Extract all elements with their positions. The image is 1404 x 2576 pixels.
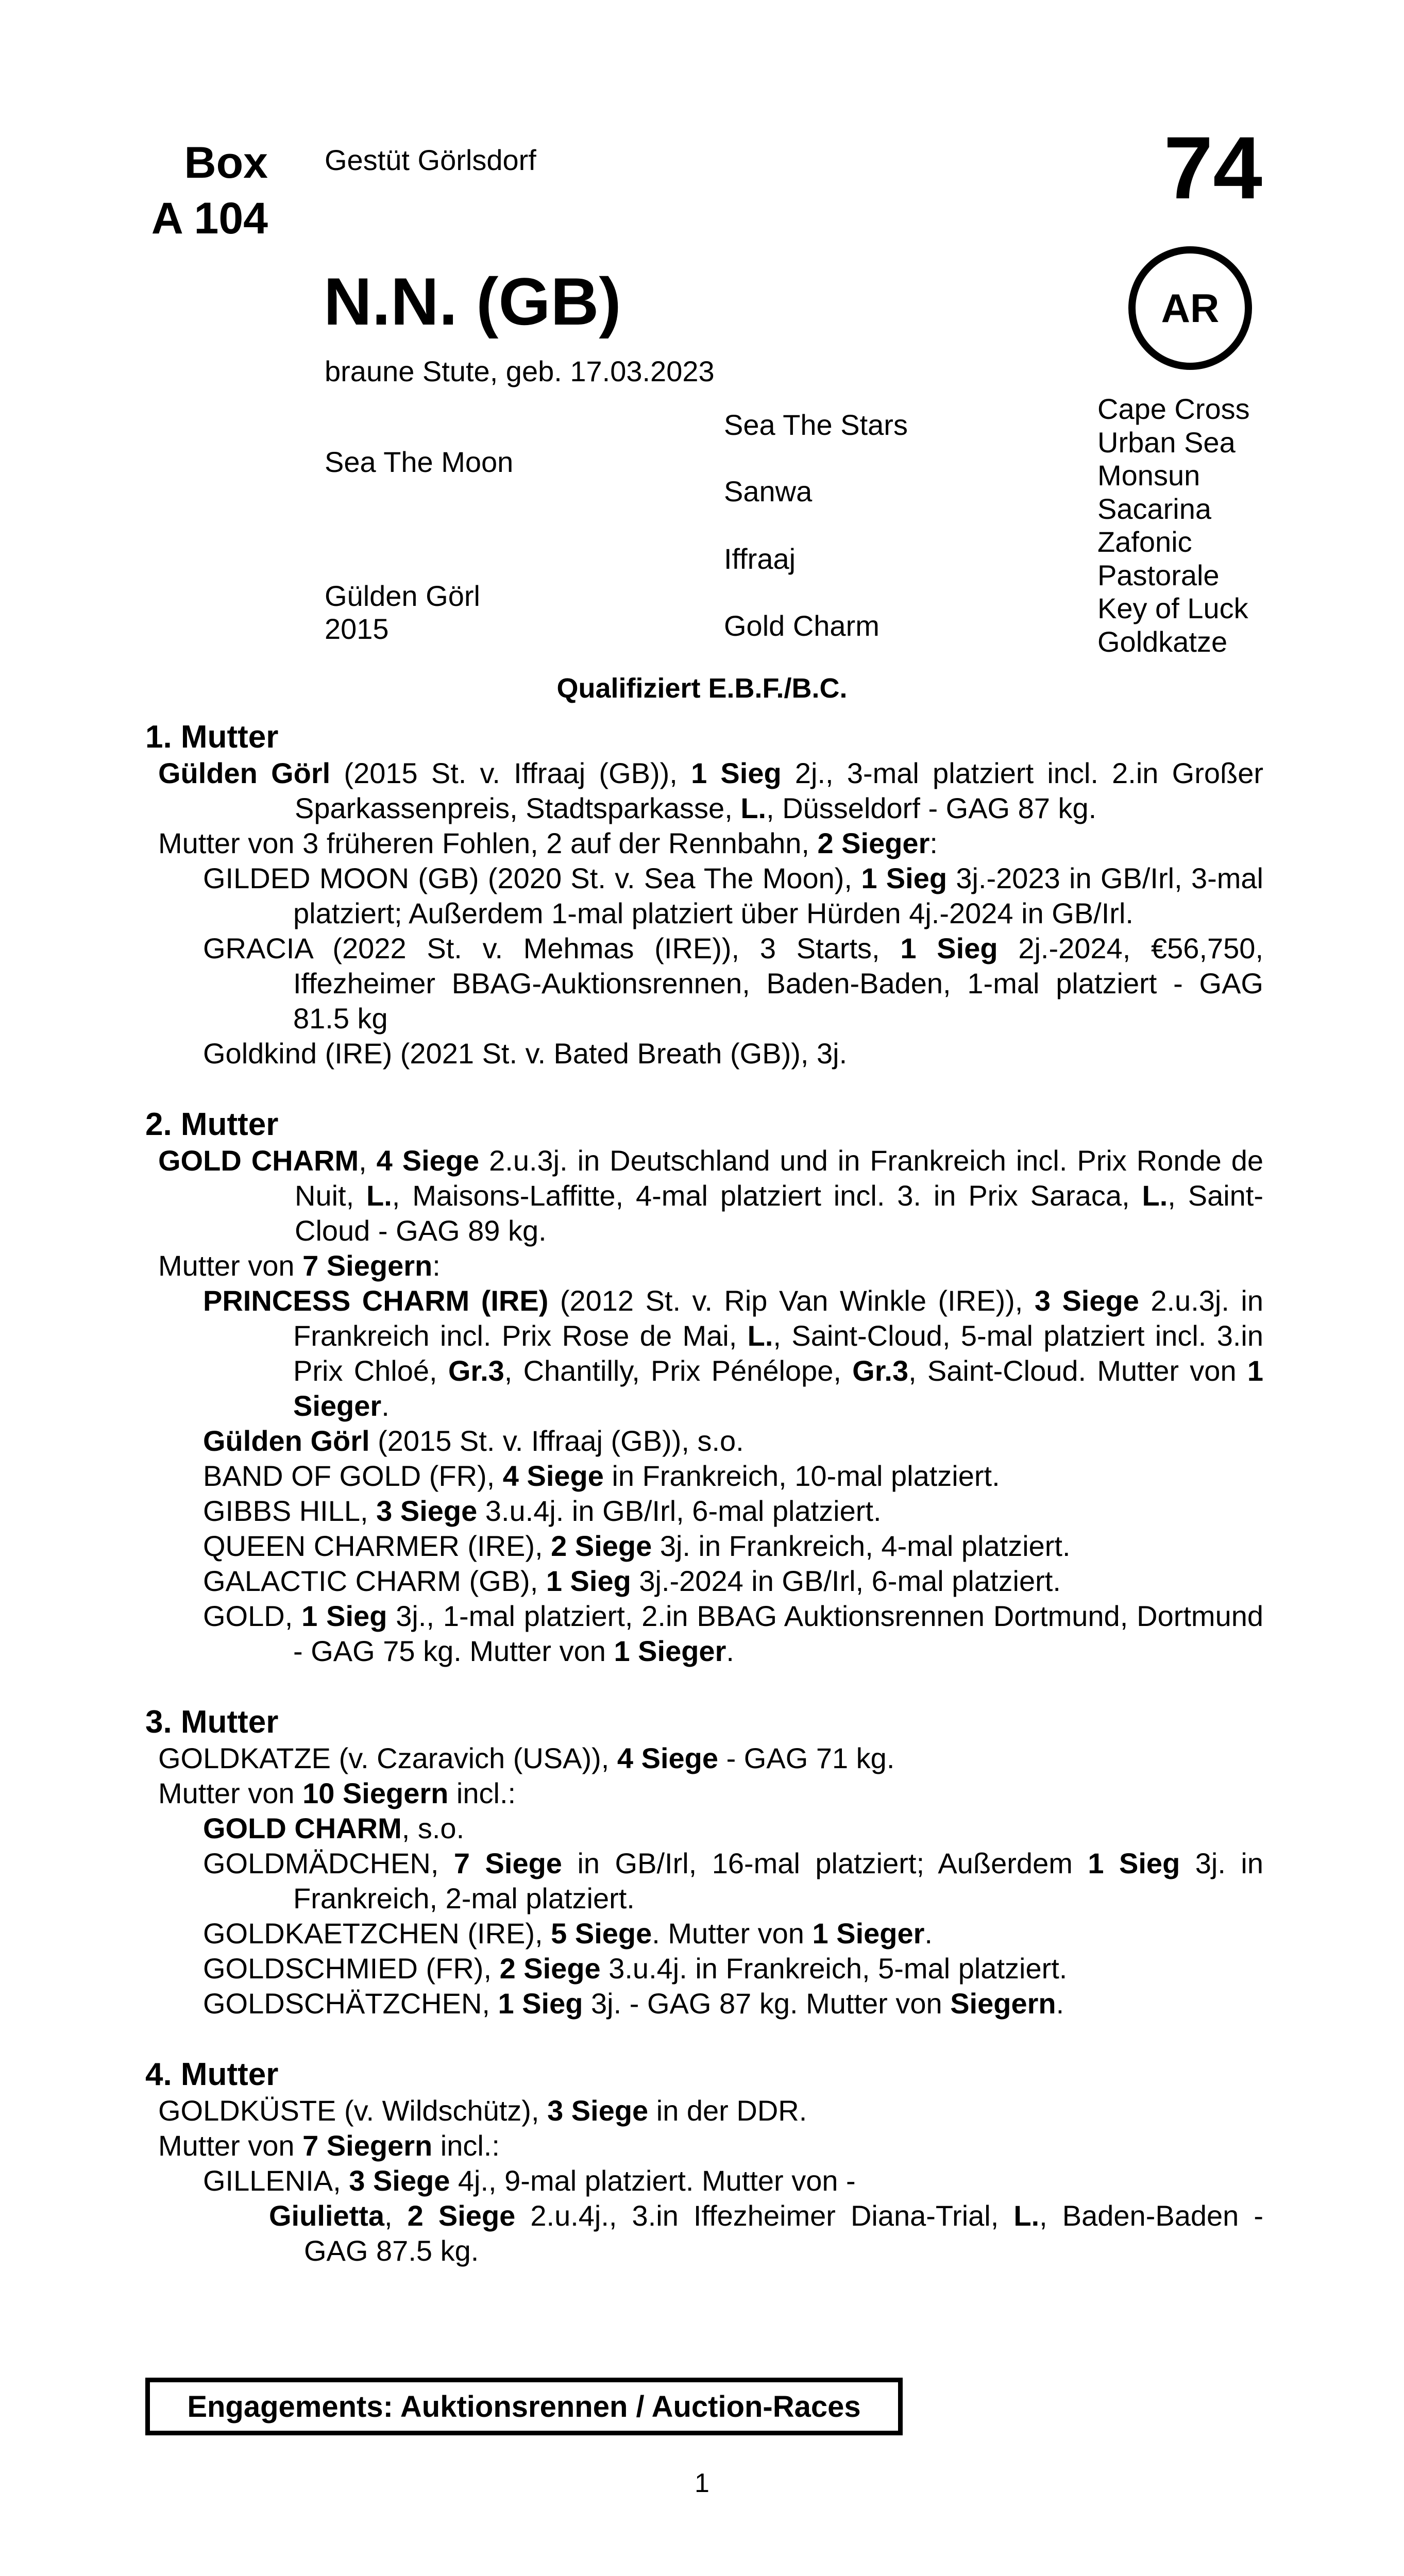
pedigree-ggp: Sacarina bbox=[1097, 492, 1212, 525]
mutter2-foals: Mutter von 7 Siegern: bbox=[158, 1249, 441, 1282]
mutter2-offspring: BAND OF GOLD (FR), 4 Siege in Frankreich, 10-mal platziert. bbox=[203, 1460, 1000, 1492]
page-number: 1 bbox=[695, 2468, 709, 2498]
pedigree-dam-year: 2015 bbox=[325, 613, 389, 645]
pedigree-ggp: Zafonic bbox=[1097, 526, 1192, 558]
section-title-mutter1: 1. Mutter bbox=[145, 719, 279, 755]
mutter3-foals: Mutter von 10 Siegern incl.: bbox=[158, 1777, 516, 1809]
dam-line bbox=[145, 719, 1263, 2268]
mutter2-offspring: Gülden Görl (2015 St. v. Iffraaj (GB)), s.o. bbox=[203, 1425, 744, 1457]
horse-name: N.N. (GB) bbox=[324, 264, 621, 339]
mutter3-main: GOLDKATZE (v. Czaravich (USA)), 4 Siege - GAG 71 kg. bbox=[158, 1742, 895, 1774]
pedigree-grandparent: Gold Charm bbox=[724, 609, 879, 642]
box-title: Box bbox=[184, 138, 268, 188]
mutter2-offspring: QUEEN CHARMER (IRE), 2 Siege 3j. in Frankreich, 4-mal platziert. bbox=[203, 1530, 1071, 1562]
box-number: A 104 bbox=[151, 194, 268, 243]
engagements-box bbox=[145, 2378, 903, 2435]
engagements-text: Engagements: Auktionsrennen / Auction-Races bbox=[187, 2389, 861, 2424]
mutter3-offspring: GOLDSCHÄTZCHEN, 1 Sieg 3j. - GAG 87 kg. Mutter von Siegern. bbox=[203, 1987, 1064, 2020]
mutter2-offspring: PRINCESS CHARM (IRE) (2012 St. v. Rip Van Winkle (IRE)), 3 Siege 2.u.3j. in Frankreich incl. Prix Rose de Mai, L., Saint-Cloud, 5-mal platziert incl. 3.in Prix Chloé, Gr.3, Chantilly, Prix Pénélope, Gr.3, Saint-Cloud. Mutter von 1 Sieger. bbox=[203, 1284, 1264, 1422]
section-title-mutter2: 2. Mutter bbox=[145, 1107, 279, 1142]
pedigree-ggp: Urban Sea bbox=[1097, 426, 1236, 459]
mutter1-offspring: GILDED MOON (GB) (2020 St. v. Sea The Moon), 1 Sieg 3j.-2023 in GB/Irl, 3-mal platziert; Außerdem 1-mal platziert über Hürden 4j.-2024 in GB/Irl. bbox=[203, 862, 1263, 929]
box-label bbox=[149, 135, 268, 246]
stud-name: Gestüt Görlsdorf bbox=[325, 144, 536, 176]
pedigree-dam bbox=[325, 580, 480, 646]
qualification-note: Qualifiziert E.B.F./B.C. bbox=[556, 673, 848, 704]
pedigree-ggp: Goldkatze bbox=[1097, 625, 1228, 658]
ar-badge bbox=[1128, 246, 1252, 370]
pedigree-dam-name: Gülden Görl bbox=[325, 580, 480, 612]
pedigree-ggp: Monsun bbox=[1097, 459, 1200, 492]
mutter2-offspring: GIBBS HILL, 3 Siege 3.u.4j. in GB/Irl, 6-mal platziert. bbox=[203, 1495, 882, 1527]
mutter1-offspring: GRACIA (2022 St. v. Mehmas (IRE)), 3 Starts, 1 Sieg 2j.-2024, €56,750, Iffezheimer BBAG-Auktionsrennen, Baden-Baden, 1-mal platziert - GAG 81.5 kg bbox=[203, 932, 1264, 1035]
mutter4-foals: Mutter von 7 Siegern incl.: bbox=[158, 2129, 500, 2162]
mutter3-offspring: GOLDKAETZCHEN (IRE), 5 Siege. Mutter von 1 Sieger. bbox=[203, 1917, 933, 1950]
mutter2-main: GOLD CHARM, 4 Siege 2.u.3j. in Deutschland und in Frankreich incl. Prix Ronde de Nuit, L., Maisons-Laffitte, 4-mal platziert incl. 3. in Prix Saraca, L., Saint-Cloud - GAG 89 kg. bbox=[158, 1144, 1264, 1247]
pedigree-ggp: Pastorale bbox=[1097, 558, 1220, 591]
horse-description: braune Stute, geb. 17.03.2023 bbox=[325, 355, 715, 387]
mutter1-main: Gülden Görl (2015 St. v. Iffraaj (GB)), 1 Sieg 2j., 3-mal platziert incl. 2.in Großer Sparkassenpreis, Stadtsparkasse, L., Düsseldorf - GAG 87 kg. bbox=[158, 757, 1264, 824]
ar-badge-text: AR bbox=[1161, 285, 1220, 331]
mutter4-main: GOLDKÜSTE (v. Wildschütz), 3 Siege in der DDR. bbox=[158, 2094, 807, 2127]
pedigree-sire: Sea The Moon bbox=[325, 446, 514, 478]
section-title-mutter3: 3. Mutter bbox=[145, 1704, 279, 1740]
mutter1-foals: Mutter von 3 früheren Fohlen, 2 auf der Rennbahn, 2 Sieger: bbox=[158, 827, 938, 859]
mutter4-offspring: GILLENIA, 3 Siege 4j., 9-mal platziert. Mutter von - bbox=[203, 2164, 856, 2197]
mutter2-offspring: GOLD, 1 Sieg 3j., 1-mal platziert, 2.in BBAG Auktionsrennen Dortmund, Dortmund - GAG 75 kg. Mutter von 1 Sieger. bbox=[203, 1600, 1264, 1667]
mutter3-offspring: GOLDSCHMIED (FR), 2 Siege 3.u.4j. in Frankreich, 5-mal platziert. bbox=[203, 1952, 1068, 1985]
pedigree-grandparent: Iffraaj bbox=[724, 543, 796, 575]
mutter2-offspring: GALACTIC CHARM (GB), 1 Sieg 3j.-2024 in GB/Irl, 6-mal platziert. bbox=[203, 1565, 1061, 1597]
mutter3-offspring: GOLDMÄDCHEN, 7 Siege in GB/Irl, 16-mal platziert; Außerdem 1 Sieg 3j. in Frankreich, 2-mal platziert. bbox=[203, 1847, 1264, 1914]
pedigree-grandparent: Sea The Stars bbox=[724, 409, 908, 441]
mutter1-offspring: Goldkind (IRE) (2021 St. v. Bated Breath (GB)), 3j. bbox=[203, 1037, 848, 1070]
pedigree-ggp: Key of Luck bbox=[1097, 592, 1248, 624]
pedigree-grandparent: Sanwa bbox=[724, 475, 813, 507]
section-title-mutter4: 4. Mutter bbox=[145, 2057, 279, 2092]
mutter3-offspring: GOLD CHARM, s.o. bbox=[203, 1812, 465, 1844]
mutter4-grand-offspring: Giulietta, 2 Siege 2.u.4j., 3.in Iffezheimer Diana-Trial, L., Baden-Baden - GAG 87.5 kg. bbox=[269, 2199, 1264, 2267]
lot-number: 74 bbox=[1163, 118, 1262, 217]
pedigree-ggp: Cape Cross bbox=[1097, 393, 1250, 425]
pedigree-great-grandparents bbox=[1097, 393, 1250, 658]
